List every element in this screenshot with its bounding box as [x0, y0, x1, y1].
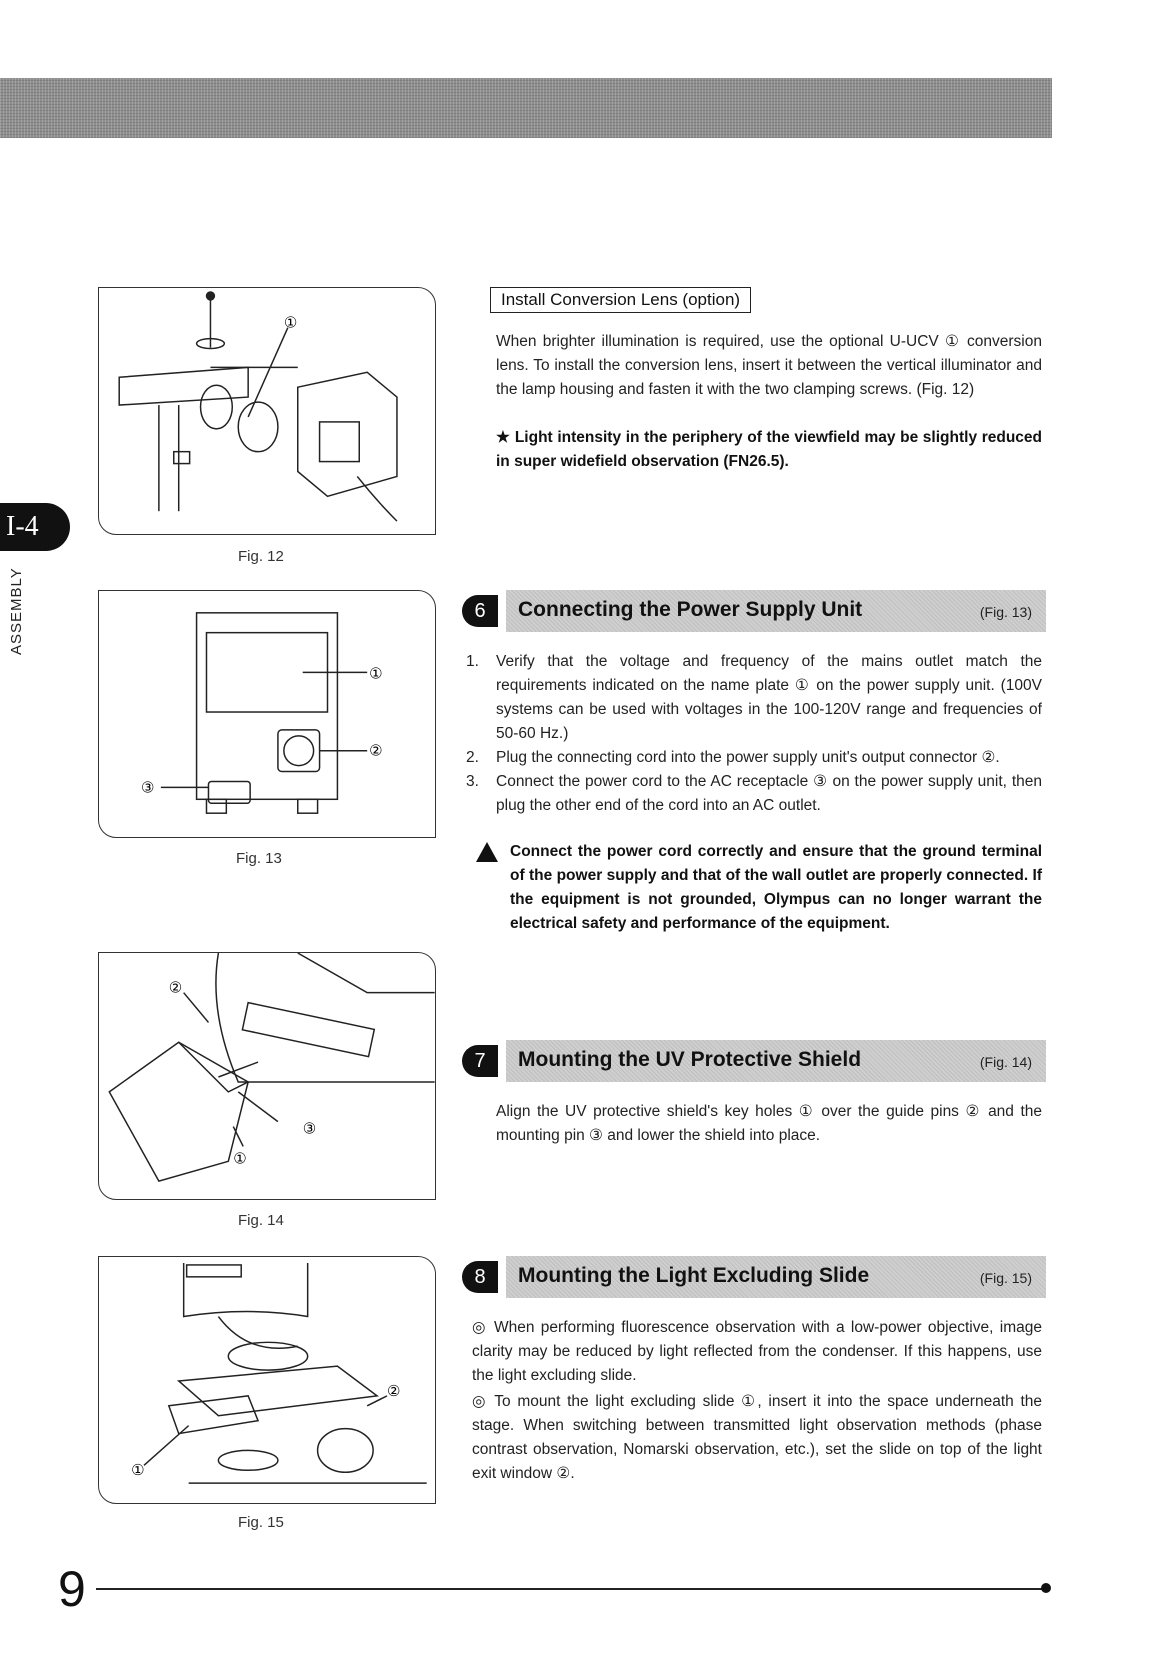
- callout-1: ①: [233, 1151, 247, 1168]
- list-item: 2. Plug the connecting cord into the power supply unit's output connector ②.: [466, 749, 1000, 766]
- figure-14: [98, 952, 436, 1200]
- section-title: Connecting the Power Supply Unit: [518, 598, 863, 621]
- slide-item-2: ◎ To mount the light excluding slide ①, insert it into the space underneath the stage. When switching between transmitted light observation methods (phase contrast observation, Nomarski observation, etc.), set the slide on top of the light exit window ②.: [472, 1393, 1042, 1482]
- illustration-uv-shield: [99, 953, 435, 1199]
- install-note: ★ Light intensity in the periphery of the viewfield may be slightly reduced in super widefield observation (FN26.5).: [496, 429, 1042, 470]
- list-item: 3. Connect the power cord to the AC receptacle ③ on the power supply unit, then plug the other end of the cord into an AC outlet.: [466, 773, 1042, 814]
- callout-3: ③: [141, 780, 155, 797]
- header-band: [0, 78, 1052, 138]
- footer-rule-dot: [1041, 1583, 1051, 1593]
- section-fig-ref: (Fig. 14): [979, 1054, 1032, 1070]
- chapter-tab: I-4: [0, 503, 70, 551]
- figure-12: [98, 287, 436, 535]
- callout-1: ①: [283, 315, 298, 332]
- section-title: Mounting the Light Excluding Slide: [518, 1264, 870, 1287]
- section-number: 7: [462, 1045, 498, 1077]
- section-number: 6: [462, 595, 498, 627]
- warning-icon: [476, 842, 498, 862]
- figure-13: [98, 590, 436, 838]
- callout-2: ②: [387, 1383, 401, 1400]
- section-number: 8: [462, 1261, 498, 1293]
- section-7-header: [462, 1040, 1046, 1082]
- figure-15: [98, 1256, 436, 1504]
- illustration-power-supply: [99, 591, 435, 837]
- slide-item-1: ◎ When performing fluorescence observation with a low-power objective, image clarity may be reduced by light reflected from the condenser. If this happens, use the light excluding slide.: [472, 1319, 1042, 1384]
- illustration-light-excluding-slide: [99, 1257, 435, 1503]
- section-8-header: [462, 1256, 1046, 1298]
- figure-13-caption: Fig. 13: [236, 850, 282, 867]
- section-title: Mounting the UV Protective Shield: [518, 1048, 862, 1071]
- callout-2: ②: [168, 980, 183, 997]
- figure-12-caption: Fig. 12: [238, 548, 284, 565]
- uv-shield-text: Align the UV protective shield's key holes ① over the guide pins ② and the mounting pin ③ and lower the shield into place.: [496, 1103, 1042, 1144]
- section-fig-ref: (Fig. 13): [979, 604, 1032, 620]
- figure-15-caption: Fig. 15: [238, 1514, 284, 1531]
- section-fig-ref: (Fig. 15): [979, 1270, 1032, 1286]
- side-section-label: ASSEMBLY: [8, 567, 25, 655]
- callout-2: ②: [369, 743, 383, 760]
- section-6-header: [462, 590, 1046, 632]
- illustration-conversion-lens: [99, 288, 435, 534]
- callout-3: ③: [302, 1121, 317, 1138]
- install-title: Install Conversion Lens (option): [490, 287, 751, 313]
- power-warning: Connect the power cord correctly and ensure that the ground terminal of the power supply and that of the wall outlet are properly connected. If the equipment is not grounded, Olympus can no longer warrant the electrical safety and performance of the equipment.: [510, 843, 1042, 932]
- callout-1: ①: [369, 666, 383, 683]
- install-body: When brighter illumination is required, use the optional U-UCV ① conversion lens. To install the conversion lens, insert it between the vertical illuminator and the lamp housing and fasten it with the two clamping screws. (Fig. 12): [496, 333, 1042, 398]
- figure-14-caption: Fig. 14: [238, 1212, 284, 1229]
- power-steps: [466, 650, 1042, 818]
- callout-1: ①: [131, 1463, 145, 1480]
- page-number: 9: [58, 1561, 86, 1617]
- footer-rule: [96, 1588, 1046, 1590]
- list-item: 1. Verify that the voltage and frequency of the mains outlet match the requirements indicated on the name plate ① on the power supply unit. (100V systems can be used with voltages in the 100-120V range and frequencies of 50-60 Hz.): [466, 653, 1042, 742]
